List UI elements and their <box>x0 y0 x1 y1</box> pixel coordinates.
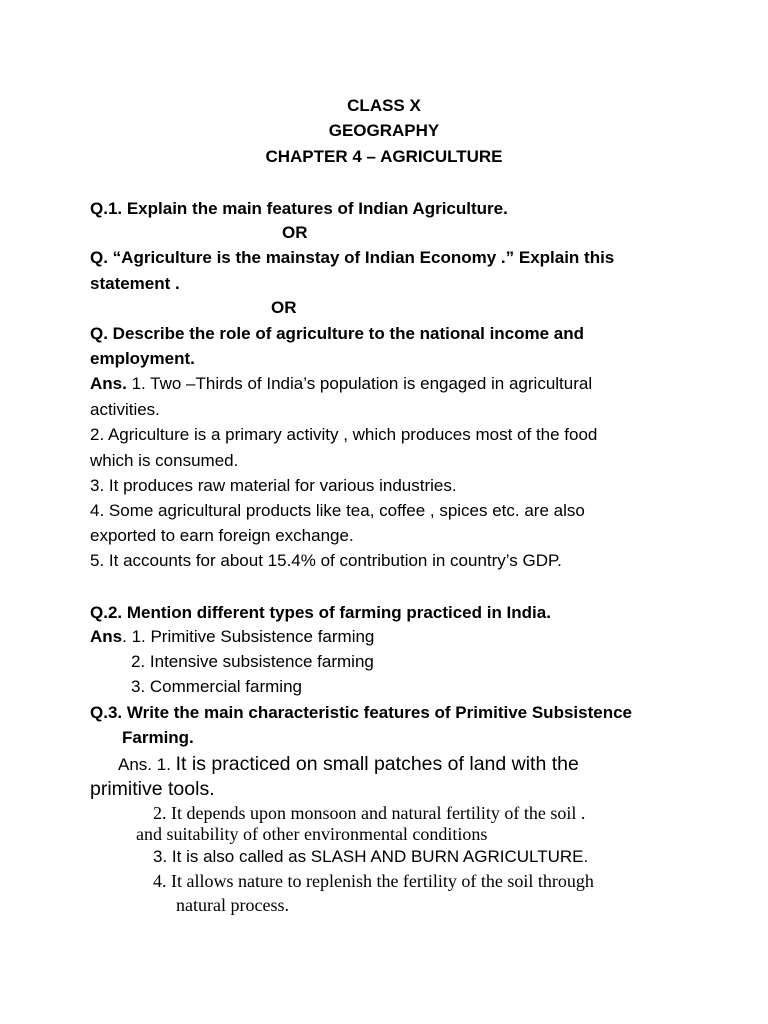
q1-question-b-line2: statement . <box>90 274 180 293</box>
q3-point4-line2: natural process. <box>176 895 289 915</box>
q1-point4-line1: 4. Some agricultural products like tea, coffee , spices etc. are also <box>90 501 585 520</box>
q3-point2-line1: 2. It depends upon monsoon and natural fertility of the soil . <box>153 803 586 823</box>
q1-point2-line1: 2. Agriculture is a primary activity , which produces most of the food <box>90 425 598 444</box>
q2-item3: 3. Commercial farming <box>131 677 302 696</box>
q1-point1-line2: activities. <box>90 400 160 419</box>
q1-question-a: Q.1. Explain the main features of Indian Agriculture. <box>90 199 508 218</box>
q3-question-line2: Farming. <box>122 728 194 747</box>
q3-point3: 3. It is also called as SLASH AND BURN AGRICULTURE. <box>153 847 589 866</box>
subject-heading: GEOGRAPHY <box>328 121 440 140</box>
chapter-heading: CHAPTER 4 – AGRICULTURE <box>265 147 503 166</box>
q2-ans-label: Ans <box>90 627 123 646</box>
q2-answer-item1 <box>90 626 374 648</box>
q3-point1-line1: It is practiced on small patches of land with the <box>175 753 579 775</box>
q1-point3: 3. It produces raw material for various industries. <box>90 476 457 495</box>
q1-question-c-line1: Q. Describe the role of agriculture to the national income and <box>90 324 585 343</box>
q1-or-1: OR <box>282 223 308 242</box>
class-heading: CLASS X <box>347 96 421 115</box>
q1-ans-label: Ans. <box>90 374 127 393</box>
q3-point4-line1: 4. It allows nature to replenish the fertility of the soil through <box>153 871 594 891</box>
q1-or-2: OR <box>271 298 297 317</box>
q1-point2-line2: which is consumed. <box>90 451 239 470</box>
q2-item1: . 1. Primitive Subsistence farming <box>122 627 375 646</box>
q1-question-c-line2: employment. <box>90 349 195 368</box>
q1-point4-line2: exported to earn foreign exchange. <box>90 526 354 545</box>
q1-point1-line1: 1. Two –Thirds of India’s population is engaged in agricultural <box>126 374 593 393</box>
q1-question-b-line1: Q. “Agriculture is the mainstay of Indian Economy .” Explain this <box>90 248 615 267</box>
q3-point2-line2: and suitability of other environmental conditions <box>136 824 488 844</box>
q2-question: Q.2. Mention different types of farming practiced in India. <box>90 603 551 622</box>
q1-point5: 5. It accounts for about 15.4% of contribution in country’s GDP. <box>90 551 562 570</box>
q3-point1-line2: primitive tools. <box>90 778 215 800</box>
q3-question-line1: Q.3. Write the main characteristic features of Primitive Subsistence <box>90 703 632 722</box>
q3-answer-point1 <box>118 751 579 777</box>
q1-answer-point1 <box>90 373 592 395</box>
q2-item2: 2. Intensive subsistence farming <box>131 652 374 671</box>
q3-ans-prefix: Ans. 1. <box>118 755 176 774</box>
